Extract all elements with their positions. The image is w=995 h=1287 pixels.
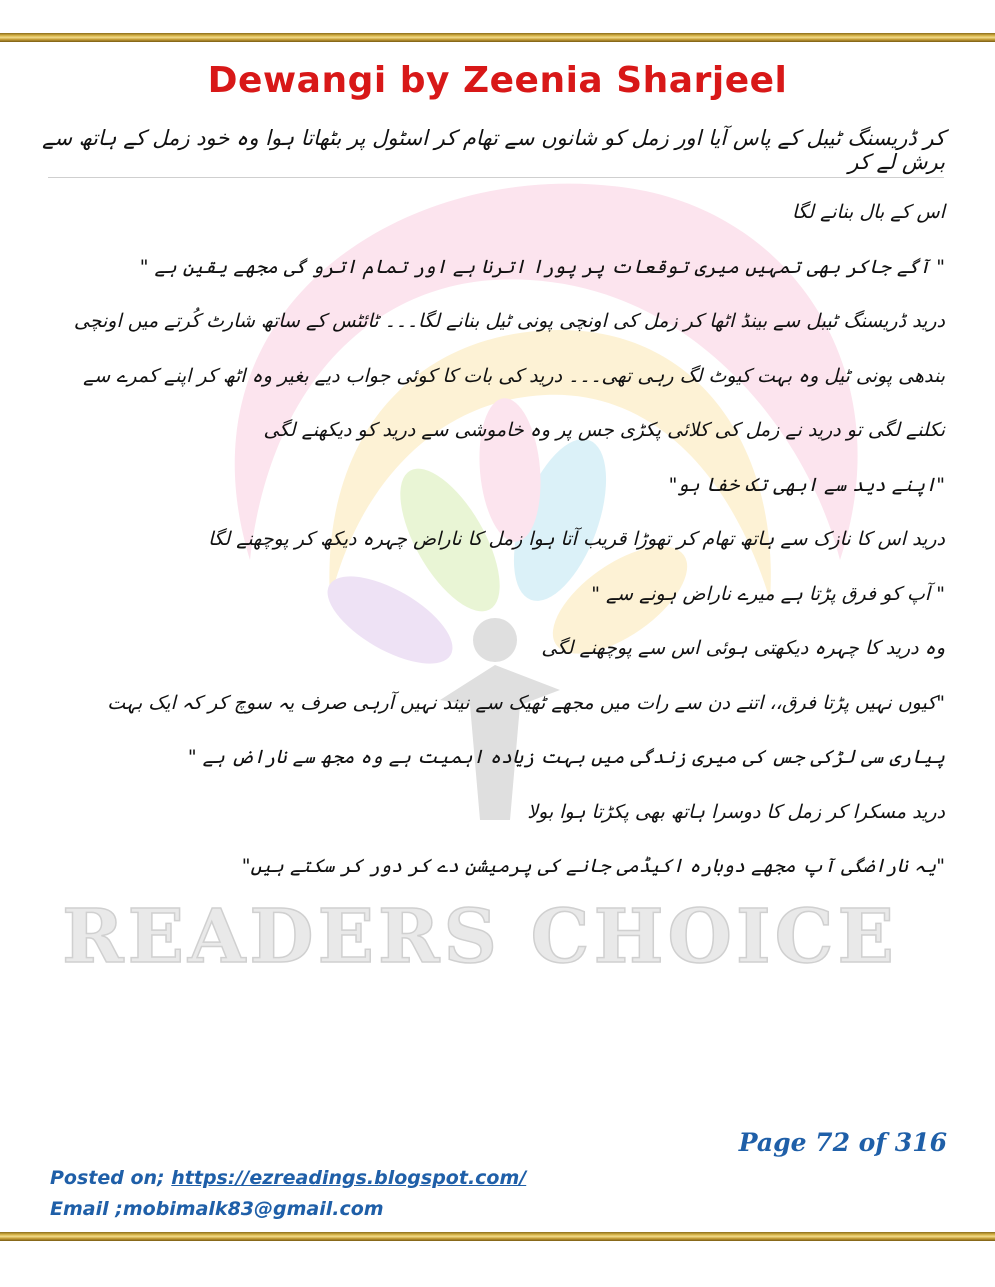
story-line: "کیوں نہیں پڑتا فرق،، اتنے دن سے رات میں مجھے ٹھیک سے نیند نہیں آرہی صرف یہ سوچ کر کہ ایک بہت [107,691,945,714]
story-line: درید اس کا نازک سے ہاتھ تھام کر تھوڑا قریب آتا ہوا زمل کا ناراض چہرہ دیکھ کر پوچھنے لگا [208,528,945,550]
blog-link[interactable]: https://ezreadings.blogspot.com/ [171,1167,527,1189]
watermark-text: READERS CHOICE [62,894,898,980]
bottom-gold-rule [0,1232,995,1241]
story-line: وہ درید کا چہرہ دیکھتی ہوئی اس سے پوچھنے لگی [541,637,945,659]
story-line: بندھی پونی ٹیل وہ بہت کیوٹ لگ رہی تھی۔۔۔ درید کی بات کا کوئی جواب دیے بغیر وہ اٹھ کر اپنے کمرے سے [83,364,945,387]
story-line: نکلنے لگی تو درید نے زمل کی کلائی پکڑی جس پر وہ خاموشی سے درید کو دیکھنے لگی [263,419,945,441]
header-divider [48,177,944,178]
page-number: Page 72 of 316 [738,1128,947,1157]
document-title: Dewangi by Zeenia Sharjeel [207,60,788,101]
story-body [60,190,945,899]
posted-on-line [50,1167,526,1189]
story-line: درید مسکرا کر زمل کا دوسرا ہاتھ بھی پکڑتا ہوا بولا [527,800,945,823]
story-line: "اپنے دید سے ابھی تک خفا ہو" [668,473,945,496]
story-line: " آپ کو فرق پڑتا ہے میرے ناراض ہونے سے " [591,582,945,605]
top-gold-rule [0,33,995,42]
story-line: پیاری سی لڑکی جس کی میری زندگی میں بہت زیادہ اہمیت ہے وہ مجھ سے ناراض ہے " [187,746,945,768]
first-text-line: کر ڈریسنگ ٹیبل کے پاس آیا اور زمل کو شانوں سے تھام کر اسٹول پر بٹھاتا ہوا وہ خود زمل کے ہاتھ سے برش لے کر [42,126,945,174]
email-line: Email ;mobimalk83@gmail.com [50,1198,384,1220]
posted-on-label: Posted on; [50,1167,172,1189]
story-line: "یہ ناراضگی آپ مجھے دوبارہ اکیڈمی جانے کی پرمیشن دے کر دور کر سکتے ہیں" [241,855,945,877]
story-line: " آگے جاکر بھی تمہیں میری توقعات پر پورا اترنا ہے اور تمام اترو گی مجھے یقین ہے " [139,255,945,278]
story-line: اس کے بال بنانے لگا [792,201,945,223]
story-line: درید ڈریسنگ ٹیبل سے بینڈ اٹھا کر زمل کی اونچی پونی ٹیل بنانے لگا۔۔۔ ٹائٹس کے ساتھ شارٹ کُرتے میں اونچی [73,310,945,332]
